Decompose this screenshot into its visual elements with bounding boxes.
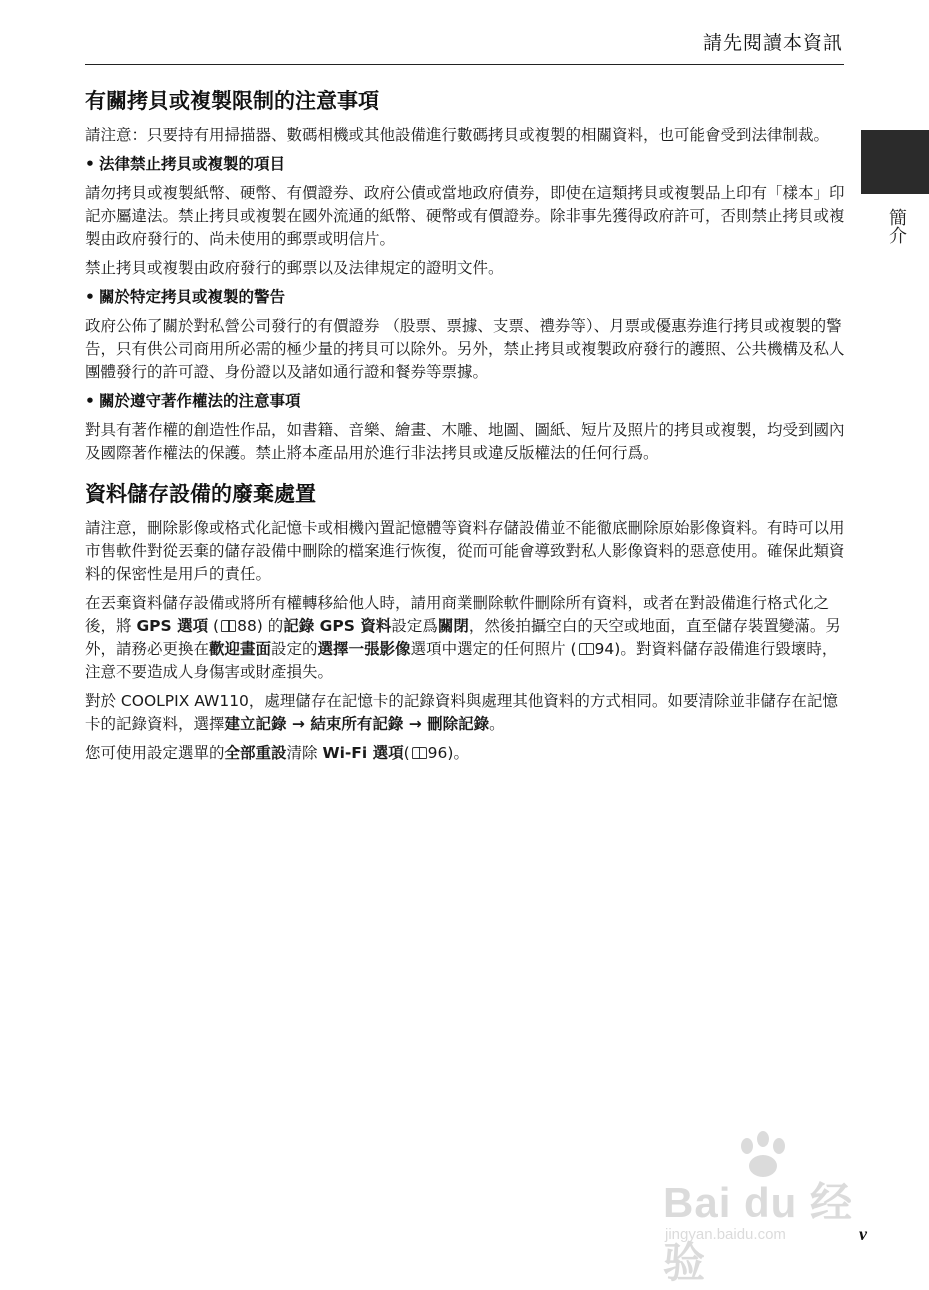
page-reference-icon (412, 747, 427, 759)
section-tab-marker (861, 130, 929, 194)
paragraph (85, 742, 847, 765)
text-run: 。 (489, 715, 505, 733)
menu-term: 刪除記錄 (427, 715, 490, 733)
page-number: v (859, 1224, 867, 1244)
text-run: 94)。對資料儲存設備進行毀壞時，注意不要造成人身傷害或財產損失。 (85, 640, 838, 681)
text-run: 96)。 (427, 744, 469, 762)
section-title-copy-restrictions: 有關拷貝或複製限制的注意事項 (85, 89, 379, 113)
paragraph: 政府公佈了關於對私營公司發行的有價證券 （股票、票據、支票、禮券等）、月票或優惠券進行拷貝或複製的警告，只有供公司商用所必需的極少量的拷貝可以除外。另外，禁止拷貝或複製政府發行的護照、公共機構及私人團體發行的許可證、身份證以及諸如通行證和餐券等票據。 (85, 317, 845, 381)
menu-term: 記錄 GPS 資料 (283, 617, 392, 635)
arrow-separator: → (403, 715, 428, 733)
text-run: 清除 (286, 744, 323, 762)
text-run: 設定的 (271, 640, 318, 658)
watermark-url: jingyan.baidu.com (665, 1226, 786, 1243)
page-reference-icon (579, 643, 594, 655)
text-run: 88) 的 (237, 617, 284, 635)
bullet-heading-text: 關於遵守著作權法的注意事項 (99, 392, 301, 410)
arrow-separator: → (286, 715, 311, 733)
bullet-heading-text: 關於特定拷貝或複製的警告 (99, 288, 286, 306)
text-run: 設定爲 (391, 617, 438, 635)
paragraph (85, 592, 847, 684)
menu-term: GPS 選項 (136, 617, 209, 635)
bullet-heading (85, 390, 847, 413)
paragraph: 請注意：只要持有用掃描器、數碼相機或其他設備進行數碼拷貝或複製的相關資料，也可能會受到法律制裁。 (85, 126, 830, 144)
menu-term: Wi-Fi 選項 (322, 744, 404, 762)
text-run: 選項中選定的任何照片 ( (410, 640, 577, 658)
bullet-heading-text: 法律禁止拷貝或複製的項目 (99, 155, 286, 173)
text-run: ( (403, 744, 410, 762)
menu-term: 選擇一張影像 (317, 640, 411, 658)
text-run: 在丟棄資料儲存設備或將所有權轉移給他人時，請用商業刪除軟件刪除所有資料，或者在對設備進行格式化之後，將 (85, 594, 830, 635)
paragraph: 請注意，刪除影像或格式化記憶卡或相機內置記憶體等資料存儲設備並不能徹底刪除原始影像資料。有時可以用市售軟件對從丟棄的儲存設備中刪除的檔案進行恢復，從而可能會導致對私人影像資料的惡意使用。確保此類資料的保密性是用戶的責任。 (85, 519, 845, 583)
header-rule (85, 64, 844, 65)
text-run: ，然後拍攝空白的天空或地面，直至儲存裝置變滿。另外，請務必更換在 (85, 617, 841, 658)
menu-term: 關閉 (437, 617, 469, 635)
text-run: 對於 COOLPIX AW110，處理儲存在記憶卡的記錄資料與處理其他資料的方式相同。如要清除並非儲存在記憶卡的記錄資料，選擇 (85, 692, 838, 733)
section-title-data-disposal: 資料儲存設備的廢棄處置 (85, 482, 316, 506)
menu-term: 歡迎畫面 (209, 640, 272, 658)
menu-term: 建立記錄 (224, 715, 287, 733)
bullet-dot-icon: • (85, 155, 95, 173)
page-header-title: 請先閱讀本資訊 (702, 32, 843, 54)
page-reference-icon (221, 620, 236, 632)
menu-term: 結束所有記錄 (310, 715, 404, 733)
paragraph (85, 690, 847, 736)
paragraph: 請勿拷貝或複製紙幣、硬幣、有價證券、政府公債或當地政府債券，即使在這類拷貝或複製品上印有「樣本」印記亦屬違法。禁止拷貝或複製在國外流通的紙幣、硬幣或有價證券。除非事先獲得政府許可，否則禁止拷貝或複製由政府發行的、尚未使用的郵票或明信片。 (85, 184, 845, 248)
text-run: 您可使用設定選單的 (85, 744, 225, 762)
paragraph: 對具有著作權的創造性作品，如書籍、音樂、繪畫、木雕、地圖、圖紙、短片及照片的拷貝或複製，均受到國內及國際著作權法的保護。禁止將本產品用於進行非法拷貝或違反版權法的任何行爲。 (85, 421, 845, 462)
menu-term: 全部重設 (224, 744, 287, 762)
bullet-dot-icon: • (85, 392, 95, 410)
bullet-dot-icon: • (85, 288, 95, 306)
bullet-heading (85, 153, 847, 176)
text-run: ( (208, 617, 220, 635)
baidu-watermark (663, 1130, 873, 1286)
paragraph: 禁止拷貝或複製由政府發行的郵票以及法律規定的證明文件。 (85, 259, 504, 277)
main-content (85, 86, 847, 771)
section-side-label: 簡介 (886, 208, 907, 244)
bullet-heading (85, 286, 847, 309)
watermark-logo: Bai du 经验 (663, 1179, 854, 1286)
